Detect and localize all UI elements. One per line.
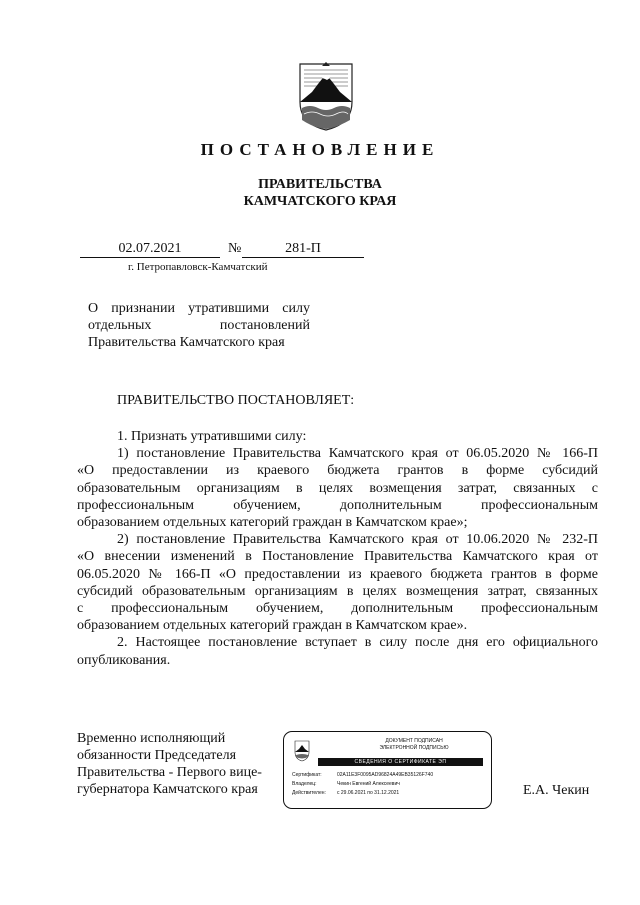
body-line: субсидий образовательным организациям в целях возмещения затрат, связанных <box>77 583 598 599</box>
signer-line: Правительства - Первого вице- <box>77 765 262 780</box>
body-line: образовательным организациям в целях возмещения затрат, связанных с <box>77 480 598 496</box>
number-sign: № <box>228 241 242 256</box>
stamp-label: Владелец: <box>292 781 317 787</box>
stamp-emblem-icon <box>294 740 310 762</box>
kamchatka-emblem-icon <box>296 62 356 132</box>
signer-line: губернатора Камчатского края <box>77 782 258 797</box>
stamp-certificate-bar: СВЕДЕНИЯ О СЕРТИФИКАТЕ ЭП <box>318 758 483 766</box>
stamp-value: 02A11E3F0095AD96824A49EB35126F740 <box>337 772 434 778</box>
signer-position <box>77 730 262 798</box>
subject-line: Правительства Камчатского края <box>88 335 285 350</box>
subject-line: О признании утратившими силу <box>88 301 310 316</box>
body-line: с профессиональным обучением, дополнительным профессиональным <box>77 601 598 617</box>
city-line: г. Петропавловск-Камчатский <box>128 261 268 273</box>
document-body <box>77 428 598 669</box>
signer-line: обязанности Председателя <box>77 748 237 763</box>
stamp-label: Сертификат: <box>292 772 322 778</box>
subject-block <box>88 300 310 351</box>
body-line: «О внесении изменений в Постановление Правительства Камчатского края от <box>77 549 598 565</box>
stamp-header <box>344 738 484 752</box>
authority-title-line2: КАМЧАТСКОГО КРАЯ <box>243 194 397 209</box>
authority-title-line1: ПРАВИТЕЛЬСТВА <box>258 177 382 192</box>
stamp-value: Чекин Евгений Алексеевич <box>337 781 400 787</box>
stamp-row-owner <box>292 781 400 788</box>
stamp-value: с 29.06.2021 по 31.12.2021 <box>337 790 400 796</box>
body-line: «О предоставлении из краевого бюджета грантов в форме субсидий <box>77 463 598 479</box>
body-line: 06.05.2020 № 166-П «О предоставлении из краевого бюджета грантов в форме <box>77 566 598 582</box>
stamp-row-certificate <box>292 772 433 779</box>
signer-name: Е.А. Чекин <box>523 783 590 798</box>
body-line: опубликования. <box>77 652 171 668</box>
signer-line: Временно исполняющий <box>77 731 226 746</box>
body-line: 1) постановление Правительства Камчатского края от 06.05.2020 № 166-П <box>117 446 598 462</box>
stamp-row-validity <box>292 790 399 797</box>
body-line: образованием отдельных категорий граждан в Камчатском крае»; <box>77 515 468 531</box>
body-line: профессиональным обучением, дополнительным профессиональным <box>77 497 598 513</box>
body-line: 2) постановление Правительства Камчатского края от 10.06.2020 № 232-П <box>117 532 598 548</box>
stamp-label: Действителен: <box>292 790 326 796</box>
body-line: 1. Признать утратившими силу: <box>117 429 307 444</box>
body-line: 2. Настоящее постановление вступает в силу после дня его официального <box>117 635 598 651</box>
stamp-header-line: ДОКУМЕНТ ПОДПИСАН <box>385 738 443 744</box>
subject-line: отдельных постановлений <box>88 318 310 333</box>
document-number: 281-П <box>242 241 364 258</box>
body-line: образованием отдельных категорий граждан в Камчатском крае». <box>77 618 468 634</box>
decree-heading: ПРАВИТЕЛЬСТВО ПОСТАНОВЛЯЕТ: <box>117 393 355 408</box>
stamp-header-line: ЭЛЕКТРОННОЙ ПОДПИСЬЮ <box>379 745 449 751</box>
document-type-title: ПОСТАНОВЛЕНИЕ <box>200 140 440 159</box>
document-date: 02.07.2021 <box>80 241 220 258</box>
electronic-signature-stamp <box>283 731 492 809</box>
